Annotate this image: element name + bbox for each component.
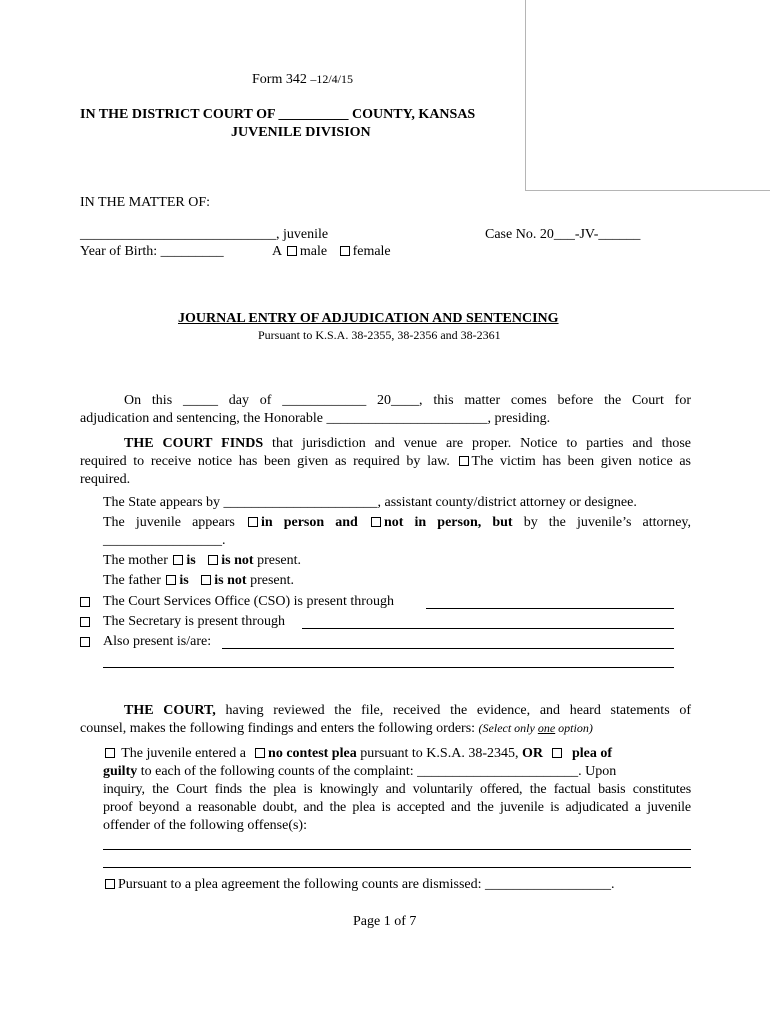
father-is-not-checkbox[interactable]: [201, 575, 211, 585]
page-number: Page 1 of 7: [353, 914, 417, 929]
court-orders-lead: THE COURT,: [124, 703, 216, 718]
form-label: Form 342: [252, 72, 307, 87]
plea-statute: pursuant to K.S.A. 38-2345,: [360, 746, 519, 761]
juvenile-appears-label: The juvenile appears: [103, 515, 235, 530]
in-person-checkbox[interactable]: [248, 517, 258, 527]
cso-line[interactable]: [426, 608, 674, 609]
court-orders-line-1: [124, 703, 691, 719]
mother-is-checkbox[interactable]: [173, 555, 183, 565]
father-label: The father: [103, 573, 161, 588]
offense-line-2[interactable]: [103, 867, 691, 868]
plea-counts-text: to each of the following counts of the complaint: _______________________. Upon: [137, 764, 617, 779]
note-one: one: [537, 721, 556, 735]
select-one-note: [479, 721, 593, 735]
form-date: –12/4/15: [310, 72, 354, 86]
court-finds-text: that jurisdiction and venue are proper. Notice to parties and those: [263, 436, 691, 451]
mother-presence: [103, 553, 301, 569]
attorney-name-line[interactable]: _________________.: [103, 533, 226, 548]
attorney-label: by the juvenile’s attorney,: [523, 515, 691, 530]
also-present-checkbox[interactable]: [80, 637, 90, 647]
sex-selection: [272, 244, 391, 260]
sex-prefix: A: [272, 244, 282, 259]
secretary-checkbox[interactable]: [80, 617, 90, 627]
secretary-line[interactable]: [302, 628, 674, 629]
dismissed-label: Pursuant to a plea agreement the following counts are dismissed: __________________.: [118, 877, 615, 892]
plea-line-3: inquiry, the Court finds the plea is knowingly and voluntarily offered, the factual basis constitutes: [103, 782, 691, 797]
plea-line-4: proof beyond a reasonable doubt, and the plea is accepted and the juvenile is adjudicated a juvenile: [103, 800, 691, 815]
case-number[interactable]: Case No. 20___-JV-______: [485, 227, 641, 242]
offense-line-1[interactable]: [103, 849, 691, 850]
plea-line-2: [103, 764, 691, 780]
form-number: [252, 72, 353, 88]
plea-checkbox[interactable]: [105, 748, 115, 758]
guilty-label: guilty: [103, 764, 138, 779]
juvenile-name-line[interactable]: ____________________________, juvenile: [80, 227, 329, 242]
court-caption: IN THE DISTRICT COURT OF __________ COUNTY, KANSAS: [80, 107, 476, 122]
opening-line-2: adjudication and sentencing, the Honorable _______________________, presiding.: [80, 411, 551, 426]
also-present-line-2[interactable]: [103, 667, 674, 668]
male-checkbox[interactable]: [287, 246, 297, 256]
state-appears: The State appears by ______________________, assistant county/district attorney or designee.: [103, 495, 637, 510]
court-division: JUVENILE DIVISION: [231, 125, 371, 140]
father-presence: [103, 573, 294, 589]
in-person-label: in person and: [260, 515, 358, 530]
father-is-not-label: is not: [214, 573, 247, 588]
juvenile-appears: [103, 515, 691, 531]
dismissed-counts: [103, 877, 615, 893]
document-title: JOURNAL ENTRY OF ADJUDICATION AND SENTENCING: [178, 311, 559, 326]
no-contest-label: no contest plea: [268, 746, 357, 761]
victim-notice-label: The victim has been given notice as: [471, 454, 691, 469]
male-label: male: [299, 244, 328, 259]
no-contest-checkbox[interactable]: [255, 748, 265, 758]
court-finds-line-1: [124, 436, 691, 452]
mother-label: The mother: [103, 553, 168, 568]
court-finds-line-2: [80, 454, 691, 470]
plea-line-5: offender of the following offense(s):: [103, 818, 307, 833]
father-is-label: is: [179, 573, 189, 588]
not-in-person-checkbox[interactable]: [371, 517, 381, 527]
guilty-plea-checkbox[interactable]: [552, 748, 562, 758]
opening-line: On this _____ day of ____________ 20____, this matter comes before the Court for: [124, 393, 691, 408]
notice-text: required to receive notice has been given as required by law.: [80, 454, 457, 469]
note-part-b: option): [555, 721, 593, 735]
father-present-label: present.: [250, 573, 294, 588]
cso-checkbox[interactable]: [80, 597, 90, 607]
court-orders-line-2: [80, 721, 593, 737]
clerk-file-stamp-box: [525, 0, 770, 191]
secretary-label: The Secretary is present through: [103, 614, 285, 629]
also-present-line-1[interactable]: [222, 648, 674, 649]
not-in-person-label: not in person, but: [383, 515, 513, 530]
court-finds-line-3: required.: [80, 472, 131, 487]
victim-notice-checkbox[interactable]: [459, 456, 469, 466]
mother-is-not-checkbox[interactable]: [208, 555, 218, 565]
also-present-label: Also present is/are:: [103, 634, 212, 649]
court-orders-text: having reviewed the file, received the evidence, and heard statements of: [215, 703, 692, 718]
note-part-a: (Select only: [478, 721, 538, 735]
father-is-checkbox[interactable]: [166, 575, 176, 585]
mother-present-label: present.: [257, 553, 301, 568]
court-orders-text-2: counsel, makes the following findings and enters the following orders:: [80, 721, 479, 736]
document-subtitle: Pursuant to K.S.A. 38-2355, 38-2356 and 38-2361: [258, 328, 501, 342]
matter-heading: IN THE MATTER OF:: [80, 195, 211, 210]
year-of-birth[interactable]: Year of Birth: _________: [80, 244, 224, 259]
plea-or: OR: [521, 746, 543, 761]
female-checkbox[interactable]: [340, 246, 350, 256]
dismissed-checkbox[interactable]: [105, 879, 115, 889]
court-finds-lead: THE COURT FINDS: [124, 436, 264, 451]
mother-is-not-label: is not: [221, 553, 254, 568]
plea-entered-label: The juvenile entered a: [121, 746, 247, 761]
plea-of-label: plea of: [571, 746, 613, 761]
cso-label: The Court Services Office (CSO) is present through: [103, 594, 394, 609]
plea-line-1: [103, 746, 612, 762]
mother-is-label: is: [186, 553, 196, 568]
female-label: female: [352, 244, 391, 259]
